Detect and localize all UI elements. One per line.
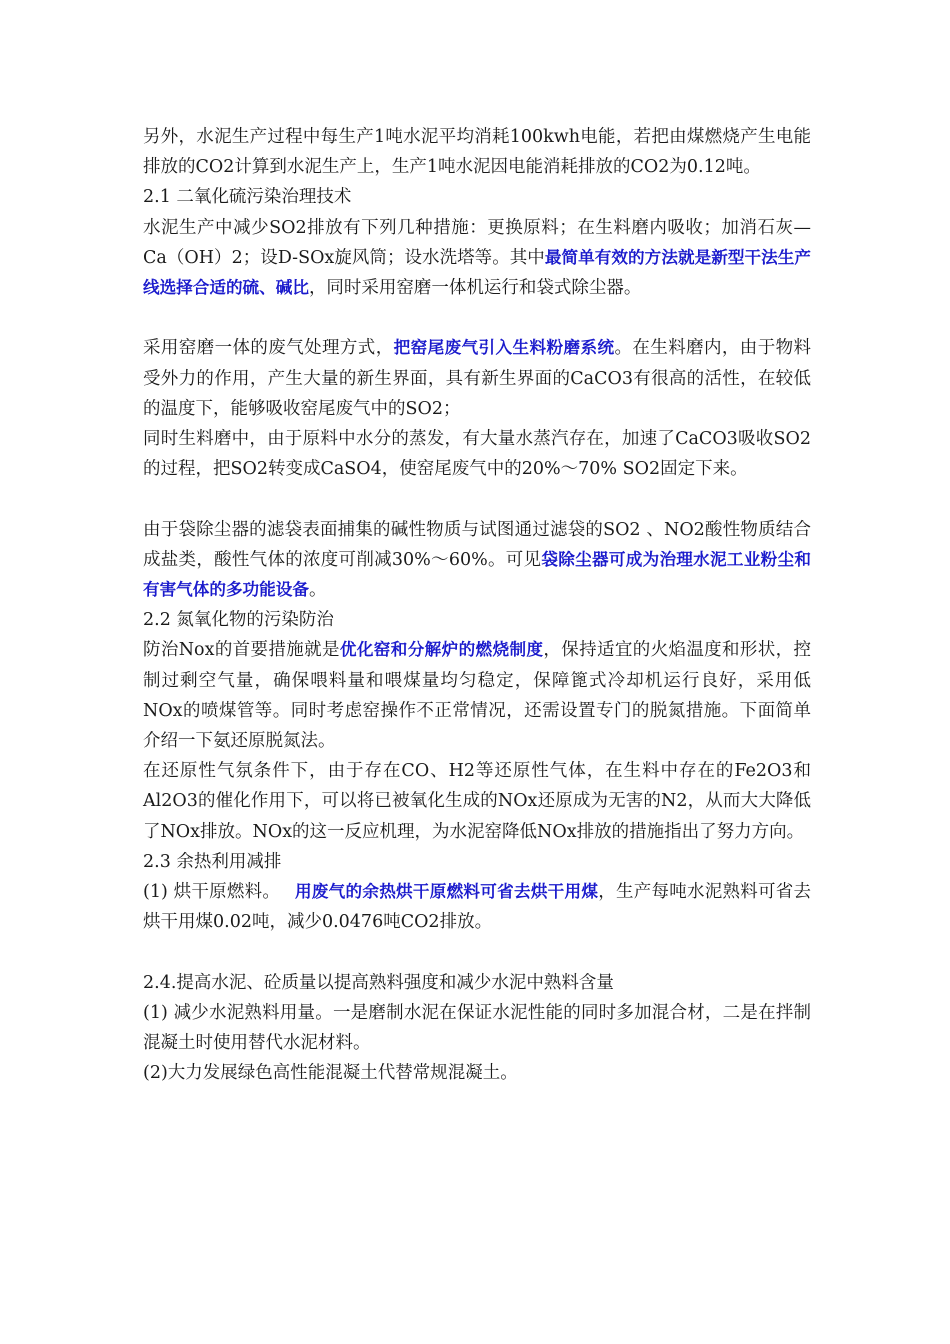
- heading-2-1: 2.1 二氧化硫污染治理技术: [143, 187, 352, 208]
- text-run: ，生产每吨水泥熟料可省去烘干用煤0.02吨，减少0.0476吨CO2排放。: [143, 882, 812, 933]
- paragraph-raw-mill: 同时生料磨中，由于原料中水分的蒸发，有大量水蒸汽存在，加速了CaCO3吸收SO2的过程，把SO2转变成CaSO4，使窑尾废气中的20%～70% SO2固定下来。: [143, 429, 811, 480]
- highlight-text: 最简单有效的方法就是新型干法生产线选择合适的硫、碱比: [143, 247, 811, 298]
- paragraph-nox-measures: [143, 635, 811, 756]
- text-run: 水泥生产中减少SO2排放有下列几种措施：更换原料；在生料磨内吸收；加消石灰—Ca（OH）2；设D-SOx旋风筒；设水洗塔等。其中: [143, 217, 811, 268]
- heading-2-2: 2.2 氮氧化物的污染防治: [143, 610, 334, 631]
- text-run: 。: [308, 580, 327, 601]
- text-run: 。在生料磨内，由于物料受外力的作用，产生大量的新生界面，具有新生界面的CaCO3有很高的活性，在较低的温度下，能够吸收窑尾废气中的SO2；: [143, 338, 812, 419]
- paragraph-so2-measures: [143, 213, 811, 304]
- text-run: 由于袋除尘器的滤袋表面捕集的碱性物质与试图通过滤袋的SO2 、NO2酸性物质结合成盐类，酸性气体的浓度可削减30%～60%。可见: [143, 519, 811, 570]
- heading-2-3: 2.3 余热利用减排: [143, 851, 282, 872]
- text-run: (1) 烘干原燃料。: [143, 882, 295, 903]
- blank-line: [143, 484, 811, 514]
- text-run: ，保持适宜的火焰温度和形状，控制过剩空气量，确保喂料量和喂煤量均匀稳定，保障篦式冷却机运行良好，采用低NOx的喷煤管等。同时考虑窑操作不正常情况，还需设置专门的脱氮措施。下面简单介绍一下氨还原脱氮法。: [143, 640, 812, 752]
- highlight-text: 用废气的余热烘干原燃料可省去烘干用煤: [294, 882, 599, 902]
- text-run: 防治Nox的首要措施就是: [143, 640, 340, 661]
- paragraph-drying: [143, 877, 811, 937]
- text-run: ，同时采用窑磨一体机运行和袋式除尘器。: [308, 278, 642, 299]
- paragraph-reduction: 在还原性气氛条件下，由于存在CO、H2等还原性气体，在生料中存在的Fe2O3和Al2O3的催化作用下，可以将已被氧化生成的NOx还原成为无害的N2，从而大大降低了NOx排放。NOx的这一反应机理，为水泥窑降低NOx排放的措施指出了努力方向。: [143, 761, 811, 842]
- highlight-text: 优化窑和分解炉的燃烧制度: [339, 640, 544, 660]
- paragraph-clinker: (1) 减少水泥熟料用量。一是磨制水泥在保证水泥性能的同时多加混合材，二是在拌制混凝土时使用替代水泥材料。: [143, 1002, 811, 1054]
- document-body: [143, 122, 811, 1088]
- paragraph-electricity: 另外，水泥生产过程中每生产1吨水泥平均消耗100kwh电能，若把由煤燃烧产生电能排放的CO2计算到水泥生产上，生产1吨水泥因电能消耗排放的CO2为0.12吨。: [143, 127, 811, 178]
- highlight-text: 袋除尘器可成为治理水泥工业粉尘和有害气体的多功能设备: [143, 549, 812, 600]
- paragraph-green-concrete: (2)大力发展绿色高性能混凝土代替常规混凝土。: [143, 1063, 518, 1084]
- heading-2-4: 2.4.提高水泥、砼质量以提高熟料强度和减少水泥中熟料含量: [143, 972, 614, 993]
- paragraph-kiln-mill: [143, 333, 811, 424]
- highlight-text: 把窑尾废气引入生料粉磨系统: [393, 338, 615, 358]
- blank-line: [143, 937, 811, 967]
- blank-line: [143, 303, 811, 333]
- text-run: 采用窑磨一体的废气处理方式，: [143, 338, 394, 359]
- paragraph-bag-filter: [143, 515, 811, 606]
